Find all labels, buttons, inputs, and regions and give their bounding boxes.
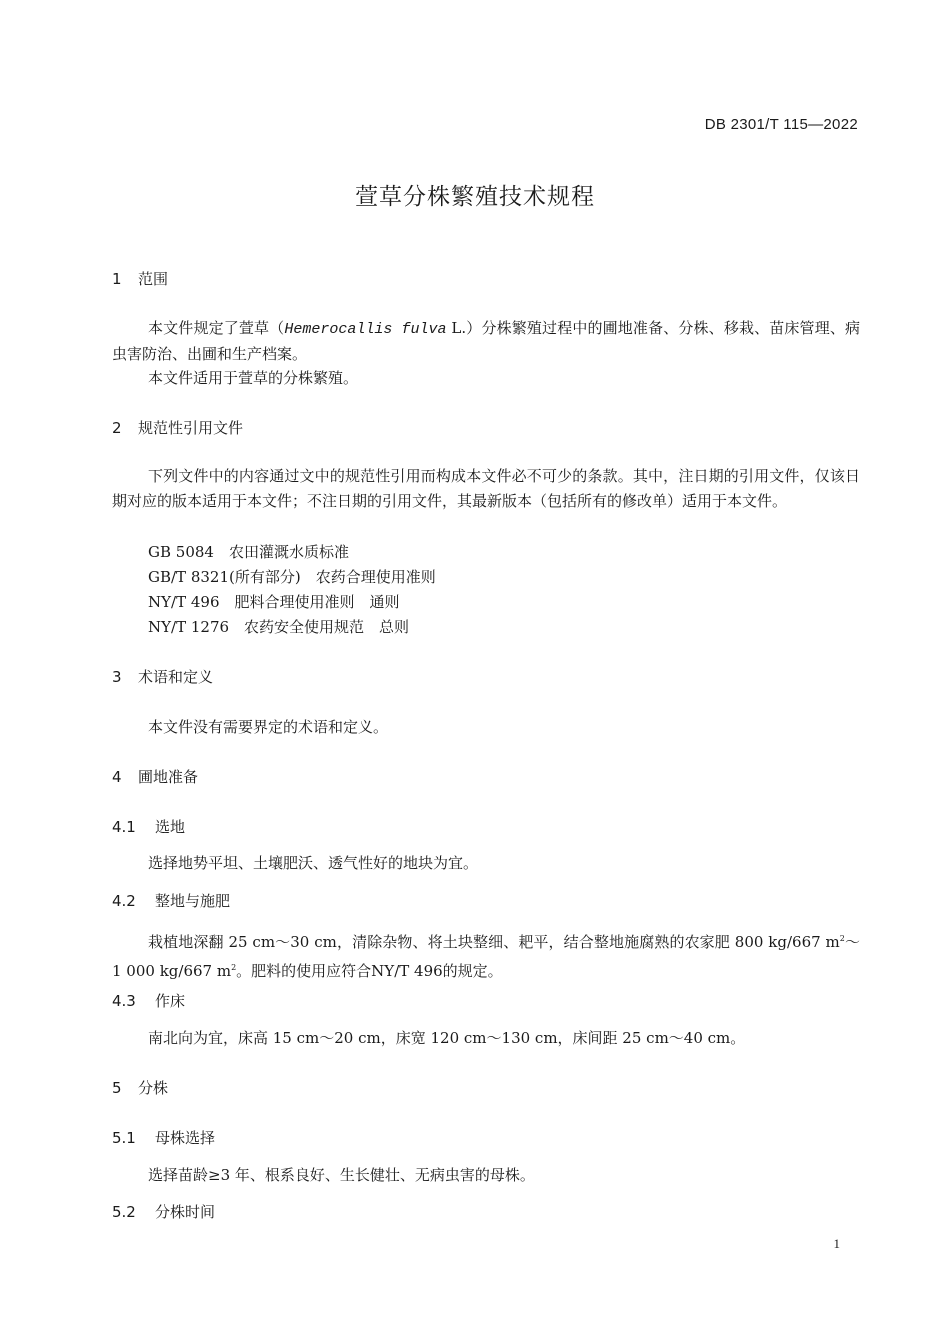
section-4-heading bbox=[112, 766, 198, 787]
page-number: 1 bbox=[833, 1236, 840, 1251]
subsection-4-1-paragraph: 选择地势平坦、土壤肥沃、透气性好的地块为宜。 bbox=[148, 854, 479, 872]
section-2-heading bbox=[112, 417, 243, 438]
section-number: 4 bbox=[112, 768, 122, 786]
subsection-title: 选地 bbox=[155, 818, 186, 836]
document-code: DB 2301/T 115—2022 bbox=[704, 116, 858, 133]
section-title: 圃地准备 bbox=[138, 768, 199, 786]
section-5-heading bbox=[112, 1077, 168, 1098]
subsection-title: 分株时间 bbox=[155, 1203, 216, 1221]
section-number: 5 bbox=[112, 1079, 122, 1097]
subsection-number: 5.2 bbox=[112, 1203, 136, 1221]
subsection-number: 4.3 bbox=[112, 992, 136, 1010]
section-title: 范围 bbox=[138, 270, 169, 288]
superscript: 2 bbox=[839, 934, 845, 943]
subsection-5-1-paragraph: 选择苗龄≥3 年、根系良好、生长健壮、无病虫害的母株。 bbox=[148, 1166, 535, 1184]
text-run: 栽植地深翻 25 cm～30 cm，清除杂物、将土块整细、耙平，结合整地施腐熟的农家肥 800 kg/667 m bbox=[148, 933, 840, 951]
subsection-4-3-heading bbox=[112, 990, 185, 1011]
text-run: L.）分株繁殖过程中的圃地准备、分株、移栽、苗床管理、病虫害防治、出圃和生产档案。 bbox=[112, 319, 860, 363]
subsection-number: 4.2 bbox=[112, 892, 136, 910]
subsection-title: 整地与施肥 bbox=[155, 892, 231, 910]
latin-name: Hemerocallis fulva bbox=[284, 321, 447, 338]
text-run: ～1 000 kg/667 m bbox=[112, 933, 860, 980]
subsection-5-1-heading bbox=[112, 1127, 215, 1148]
subsection-title: 母株选择 bbox=[155, 1129, 216, 1147]
section-title: 分株 bbox=[138, 1079, 169, 1097]
section-number: 3 bbox=[112, 668, 122, 686]
subsection-4-1-heading bbox=[112, 816, 185, 837]
reference-item: GB 5084 农田灌溉水质标准 bbox=[148, 543, 349, 561]
section-number: 2 bbox=[112, 419, 122, 437]
document-title: 萱草分株繁殖技术规程 bbox=[355, 184, 595, 210]
subsection-5-2-heading bbox=[112, 1201, 215, 1222]
subsection-title: 作床 bbox=[155, 992, 186, 1010]
text-run: 本文件规定了萱草（ bbox=[148, 319, 285, 337]
subsection-4-2-heading bbox=[112, 890, 230, 911]
superscript: 2 bbox=[231, 963, 237, 972]
section-3-paragraph-1: 本文件没有需要界定的术语和定义。 bbox=[148, 718, 389, 736]
reference-item: GB/T 8321(所有部分) 农药合理使用准则 bbox=[148, 568, 436, 586]
subsection-4-3-paragraph: 南北向为宜，床高 15 cm～20 cm，床宽 120 cm～130 cm，床间距 25 cm～40 cm。 bbox=[148, 1029, 746, 1047]
section-number: 1 bbox=[112, 270, 122, 288]
section-1-heading bbox=[112, 268, 168, 289]
reference-item: NY/T 1276 农药安全使用规范 总则 bbox=[148, 618, 410, 636]
section-title: 术语和定义 bbox=[138, 668, 214, 686]
section-2-paragraph-1: 下列文件中的内容通过文中的规范性引用而构成本文件必不可少的条款。其中，注日期的引用文件，仅该日期对应的版本适用于本文件；不注日期的引用文件，其最新版本（包括所有的修改单）适用于本文件。 bbox=[112, 467, 860, 510]
subsection-4-2-paragraph bbox=[112, 926, 860, 984]
section-title: 规范性引用文件 bbox=[138, 419, 244, 437]
section-3-heading bbox=[112, 666, 213, 687]
section-1-paragraph-1 bbox=[112, 316, 860, 367]
subsection-number: 4.1 bbox=[112, 818, 136, 836]
section-1-paragraph-2: 本文件适用于萱草的分株繁殖。 bbox=[148, 369, 359, 387]
subsection-number: 5.1 bbox=[112, 1129, 136, 1147]
text-run: 。肥料的使用应符合NY/T 496的规定。 bbox=[236, 962, 503, 980]
reference-item: NY/T 496 肥料合理使用准则 通则 bbox=[148, 593, 400, 611]
